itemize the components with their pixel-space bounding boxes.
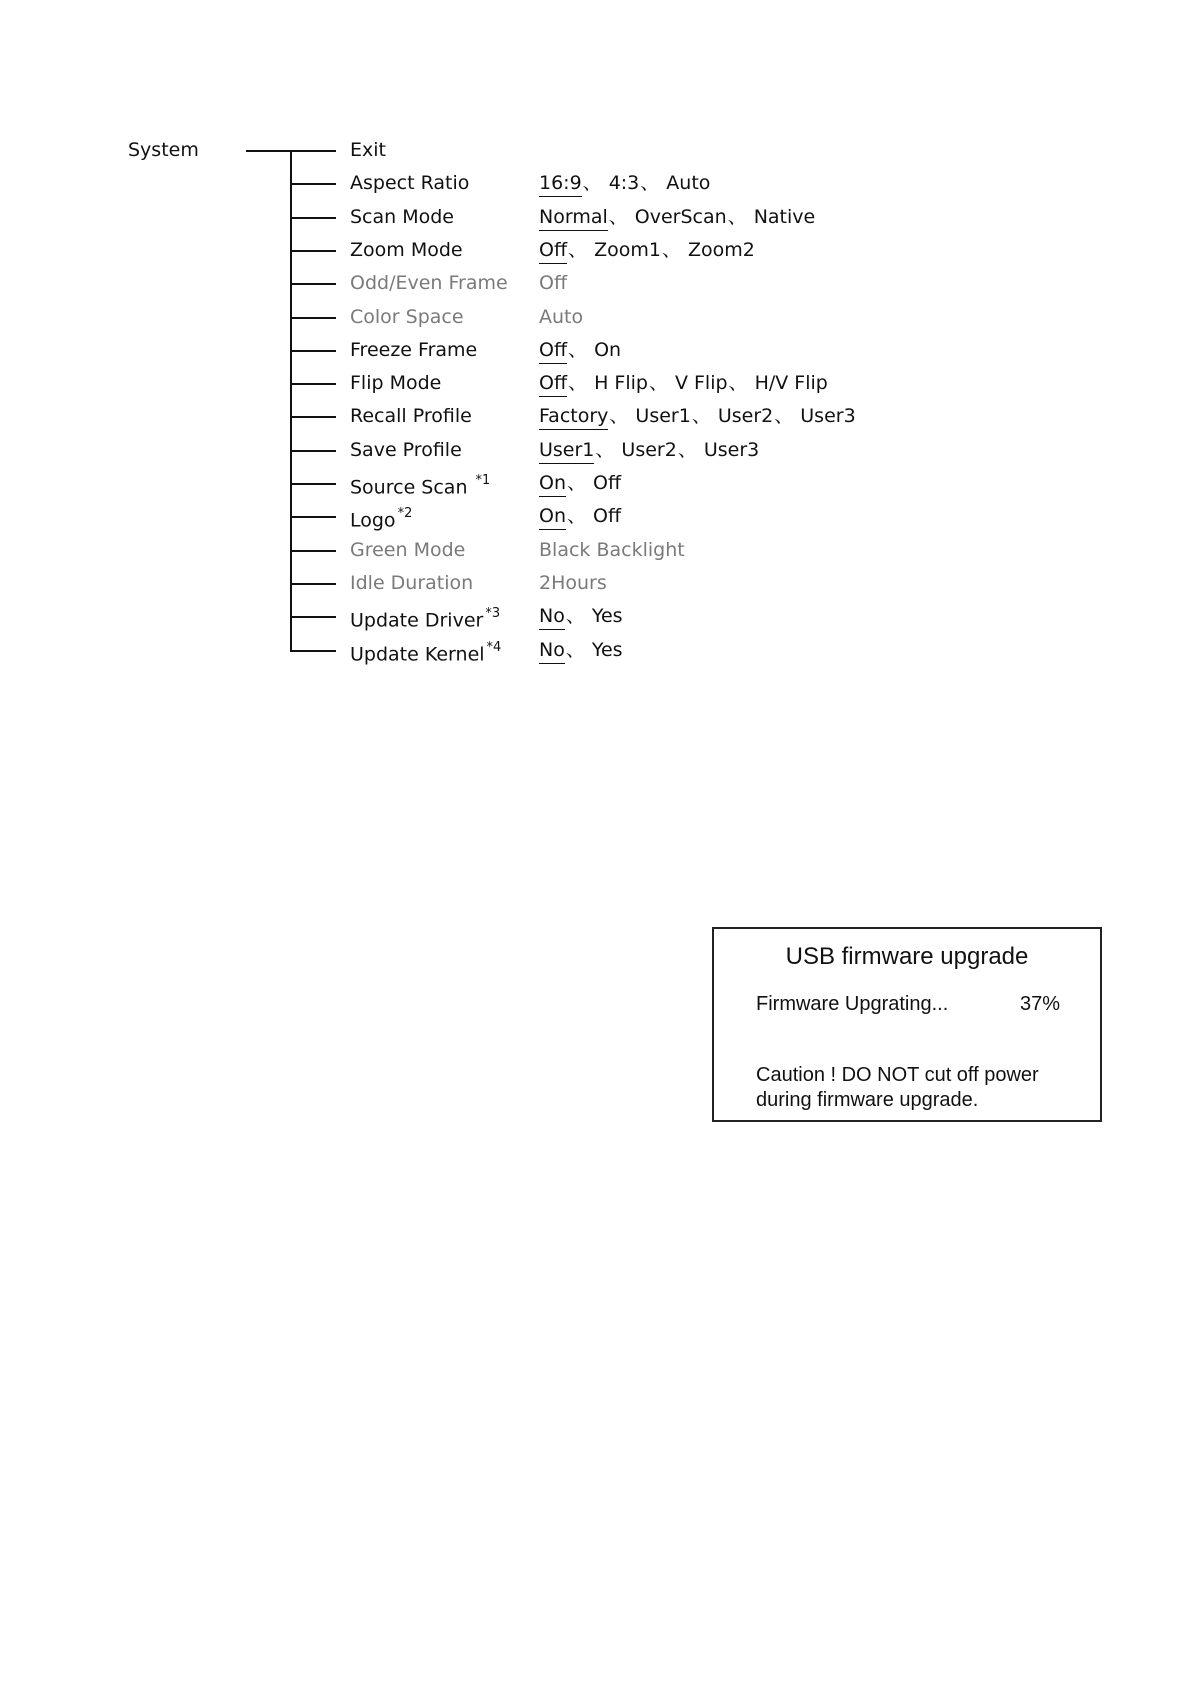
menu-item-label: [350, 305, 464, 329]
option-default[interactable]: User1: [539, 438, 594, 464]
menu-item-label: [350, 504, 412, 532]
menu-item-options: [539, 404, 856, 430]
menu-item-text: Zoom Mode: [350, 239, 463, 261]
menu-row[interactable]: [0, 238, 1192, 270]
menu-item-options: [539, 604, 623, 630]
option[interactable]: On: [594, 339, 622, 361]
menu-row[interactable]: [0, 638, 1192, 670]
menu-tree: [0, 0, 1192, 700]
option-default[interactable]: Normal: [539, 205, 608, 231]
menu-item-options: [539, 438, 759, 464]
option[interactable]: Off: [593, 505, 622, 527]
menu-item-options: [539, 238, 755, 264]
menu-item-options: [539, 171, 710, 197]
option-separator: 、: [565, 639, 585, 661]
menu-item-text: Recall Profile: [350, 405, 472, 427]
menu-item-text: Exit: [350, 139, 386, 161]
option-default[interactable]: Off: [539, 371, 567, 397]
menu-row[interactable]: [0, 504, 1192, 536]
option-separator: 、: [565, 605, 585, 627]
upgrade-status-text: Firmware Upgrating...: [756, 993, 949, 1015]
menu-item-options: [539, 371, 828, 397]
caution-line-2: during firmware upgrade.: [756, 1089, 979, 1111]
menu-item-label: [350, 638, 501, 666]
static-value: Black Backlight: [539, 539, 685, 561]
option-separator: 、: [568, 339, 588, 361]
menu-row[interactable]: [0, 438, 1192, 470]
option[interactable]: Zoom2: [687, 239, 755, 261]
menu-item-text: Scan Mode: [350, 206, 454, 228]
menu-item-label: [350, 538, 465, 562]
upgrade-percent: 37%: [1020, 993, 1061, 1015]
menu-item-text: Update Kernel: [350, 643, 485, 666]
option-default[interactable]: 16:9: [539, 171, 582, 197]
static-value: Auto: [539, 306, 584, 328]
option[interactable]: Yes: [591, 639, 623, 661]
footnote-marker: *3: [485, 606, 501, 621]
menu-item-text: Color Space: [350, 306, 464, 328]
menu-row: [0, 538, 1192, 570]
option[interactable]: Zoom1: [594, 239, 661, 261]
menu-row[interactable]: [0, 338, 1192, 370]
menu-item-text: Flip Mode: [350, 372, 442, 394]
option-separator: 、: [608, 206, 628, 228]
menu-item-options: [539, 205, 815, 231]
menu-item-text: Odd/Even Frame: [350, 272, 508, 294]
footnote-marker: *1: [475, 473, 491, 488]
option-separator: 、: [661, 239, 681, 261]
option-separator: 、: [567, 505, 587, 527]
menu-row: [0, 571, 1192, 603]
menu-item-label: [350, 338, 477, 362]
menu-row: [0, 305, 1192, 337]
option[interactable]: 4:3: [608, 172, 640, 194]
menu-item-text: Idle Duration: [350, 572, 474, 594]
menu-item-text: Update Driver: [350, 609, 484, 632]
menu-item-text: Aspect Ratio: [350, 172, 470, 194]
option-separator: 、: [609, 405, 629, 427]
option-separator: 、: [567, 472, 587, 494]
option-separator: 、: [640, 172, 660, 194]
menu-item-text: Source Scan: [350, 476, 474, 499]
menu-row[interactable]: [0, 471, 1192, 503]
static-value: Off: [539, 272, 568, 294]
option[interactable]: User1: [635, 405, 691, 427]
option[interactable]: Native: [753, 206, 816, 228]
dialog-title: USB firmware upgrade: [785, 943, 1029, 970]
footnote-marker: *4: [486, 640, 502, 655]
firmware-upgrade-dialog: [712, 927, 1102, 1122]
option-separator: 、: [648, 372, 668, 394]
option[interactable]: H/V Flip: [754, 372, 828, 394]
option[interactable]: OverScan: [634, 206, 727, 228]
option-separator: 、: [728, 372, 748, 394]
menu-item-label: [350, 238, 463, 262]
option[interactable]: Auto: [666, 172, 711, 194]
option-default[interactable]: On: [539, 471, 566, 497]
option[interactable]: User3: [800, 405, 856, 427]
option[interactable]: H Flip: [594, 372, 648, 394]
menu-item-options: [539, 338, 621, 364]
option-separator: 、: [595, 439, 615, 461]
menu-row[interactable]: [0, 138, 1192, 170]
option-default[interactable]: No: [539, 604, 565, 630]
option[interactable]: User3: [703, 439, 760, 461]
menu-item-text: Green Mode: [350, 539, 466, 561]
option[interactable]: Off: [593, 472, 622, 494]
option-default[interactable]: No: [539, 638, 565, 664]
menu-item-options: [539, 571, 607, 595]
footnote-marker: *2: [397, 506, 413, 521]
option-separator: 、: [677, 439, 697, 461]
caution-text: [756, 1063, 1039, 1113]
menu-item-text: Logo: [350, 509, 396, 532]
menu-row[interactable]: [0, 371, 1192, 403]
menu-row[interactable]: [0, 604, 1192, 636]
caution-line-1: Caution ! DO NOT cut off power: [756, 1064, 1039, 1086]
menu-item-label: [350, 404, 472, 428]
option-default[interactable]: Off: [539, 238, 567, 264]
option-separator: 、: [568, 239, 588, 261]
menu-item-label: [350, 171, 469, 195]
option[interactable]: Yes: [591, 605, 623, 627]
menu-row[interactable]: [0, 171, 1192, 203]
option-default[interactable]: On: [539, 504, 566, 530]
menu-item-options: [539, 638, 623, 664]
menu-item-label: [350, 138, 386, 162]
option-separator: 、: [568, 372, 588, 394]
menu-item-text: Save Profile: [350, 439, 462, 461]
option-default[interactable]: Factory: [539, 404, 608, 430]
menu-item-text: Freeze Frame: [350, 339, 478, 361]
menu-row[interactable]: [0, 404, 1192, 436]
option[interactable]: V Flip: [674, 372, 728, 394]
static-value: 2Hours: [539, 572, 607, 594]
tree-root-label: System: [128, 139, 199, 161]
option-separator: 、: [691, 405, 711, 427]
menu-item-options: [539, 271, 567, 295]
option-default[interactable]: Off: [539, 338, 567, 364]
option-separator: 、: [727, 206, 747, 228]
menu-item-options: [539, 471, 621, 497]
option-separator: 、: [774, 405, 794, 427]
menu-item-label: [350, 371, 441, 395]
menu-item-options: [539, 305, 583, 329]
menu-item-options: [539, 538, 685, 562]
option[interactable]: User2: [621, 439, 677, 461]
menu-row: [0, 271, 1192, 303]
menu-item-label: [350, 205, 454, 229]
menu-item-label: [350, 604, 500, 632]
menu-row[interactable]: [0, 205, 1192, 237]
option-separator: 、: [582, 172, 602, 194]
menu-item-label: [350, 471, 490, 499]
menu-item-label: [350, 271, 508, 295]
menu-item-label: [350, 571, 473, 595]
menu-item-label: [350, 438, 462, 462]
menu-item-options: [539, 504, 621, 530]
option[interactable]: User2: [717, 405, 774, 427]
